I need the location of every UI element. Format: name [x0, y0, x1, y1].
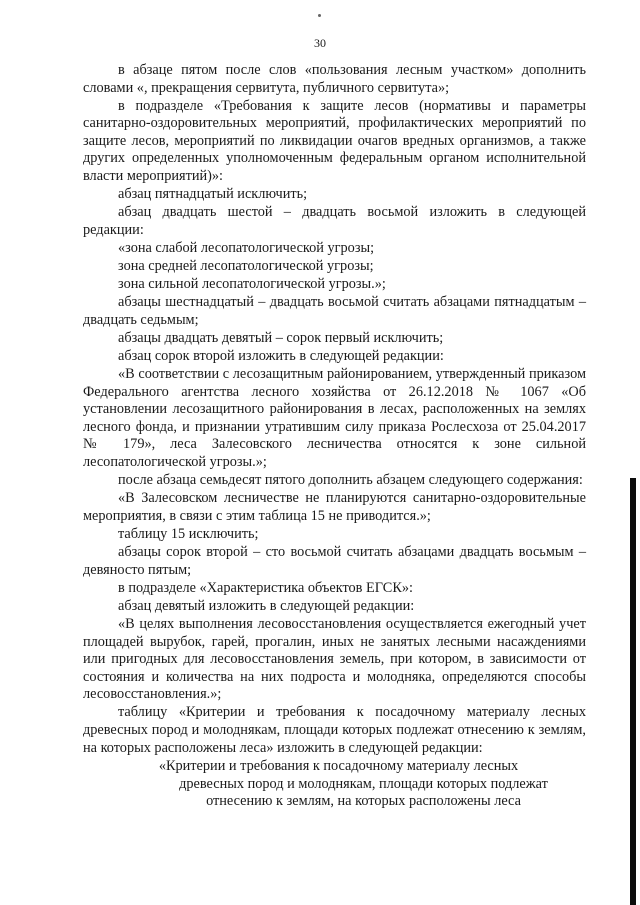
table-caption-line: «Критерии и требования к посадочному материалу лесных	[158, 758, 519, 775]
paragraph: после абзаца семьдесят пятого дополнить абзацем следующего содержания:	[118, 472, 583, 489]
paragraph: таблицу «Критерии и требования к посадочному материалу лесных древесных пород и молоднякам, площади которых подлежат отнесению к землям, на которых расположены леса» изложить в следующей редакции:	[83, 704, 586, 756]
scan-dot	[318, 14, 321, 17]
paragraph: «В целях выполнения лесовосстановления осуществляется ежегодный учет площадей вырубок, гарей, прогалин, иных не занятых лесными насаждениями или пригодных для лесовосстановления земель, при котором, в зависимости от состояния и количества на них подроста и молодняка, определяются способы лесовосстановления.»;	[83, 615, 586, 703]
paragraph: в подразделе «Требования к защите лесов (нормативы и параметры санитарно-оздоровительных мероприятий, профилактических мероприятий по защите лесов, мероприятий по ликвидации очагов вредных организмов, а также других определенных уполномоченным федеральным органом исполнительной власти мероприятий)»:	[83, 97, 586, 185]
paragraph: абзац пятнадцатый исключить;	[118, 186, 308, 203]
paragraph: «В соответствии с лесозащитным районированием, утвержденный приказом Федерального агентства лесного хозяйства от 26.12.2018 № 1067 «Об установлении лесозащитного районирования в лесах, расположенных на землях лесного фонда, и признании утратившим силу приказа Рослесхоза от 25.04.2017 № 179», леса Залесовского лесничества относятся к зоне сильной лесопатологической угрозы.»;	[83, 366, 586, 471]
paragraph: «В Залесовском лесничестве не планируются санитарно-оздоровительные мероприятия, в связи с этим таблица 15 не приводится.»;	[83, 490, 586, 524]
paragraph: абзац сорок второй изложить в следующей редакции:	[118, 348, 444, 364]
paragraph: зона средней лесопатологической угрозы;	[118, 258, 374, 275]
paragraph: таблицу 15 исключить;	[118, 525, 259, 542]
paragraph: абзацы двадцать девятый – сорок первый исключить;	[118, 329, 444, 346]
scan-edge-shadow	[630, 478, 636, 905]
table-caption-line: древесных пород и молоднякам, площади которых подлежат	[179, 775, 548, 792]
paragraph: «зона слабой лесопатологической угрозы;	[118, 239, 375, 256]
paragraph: в подразделе «Характеристика объектов ЕГСК»:	[118, 579, 413, 596]
page-number: 30	[314, 36, 326, 50]
paragraph: абзацы шестнадцатый – двадцать восьмой считать абзацами пятнадцатым – двадцать седьмым;	[83, 294, 586, 328]
paragraph: в абзаце пятом после слов «пользования лесным участком» дополнить словами «, прекращения сервитута, публичного сервитута»;	[83, 62, 586, 96]
document-body	[83, 62, 586, 811]
paragraph: абзац двадцать шестой – двадцать восьмой изложить в следующей редакции:	[83, 204, 586, 238]
table-caption-line: отнесению к землям, на которых расположены леса	[206, 793, 521, 810]
paragraph: абзац девятый изложить в следующей редакции:	[118, 597, 415, 614]
paragraph: зона сильной лесопатологической угрозы.»;	[118, 276, 386, 293]
table-caption	[83, 758, 586, 811]
paragraph: абзацы сорок второй – сто восьмой считать абзацами двадцать восьмым – девяносто пятым;	[83, 544, 586, 578]
